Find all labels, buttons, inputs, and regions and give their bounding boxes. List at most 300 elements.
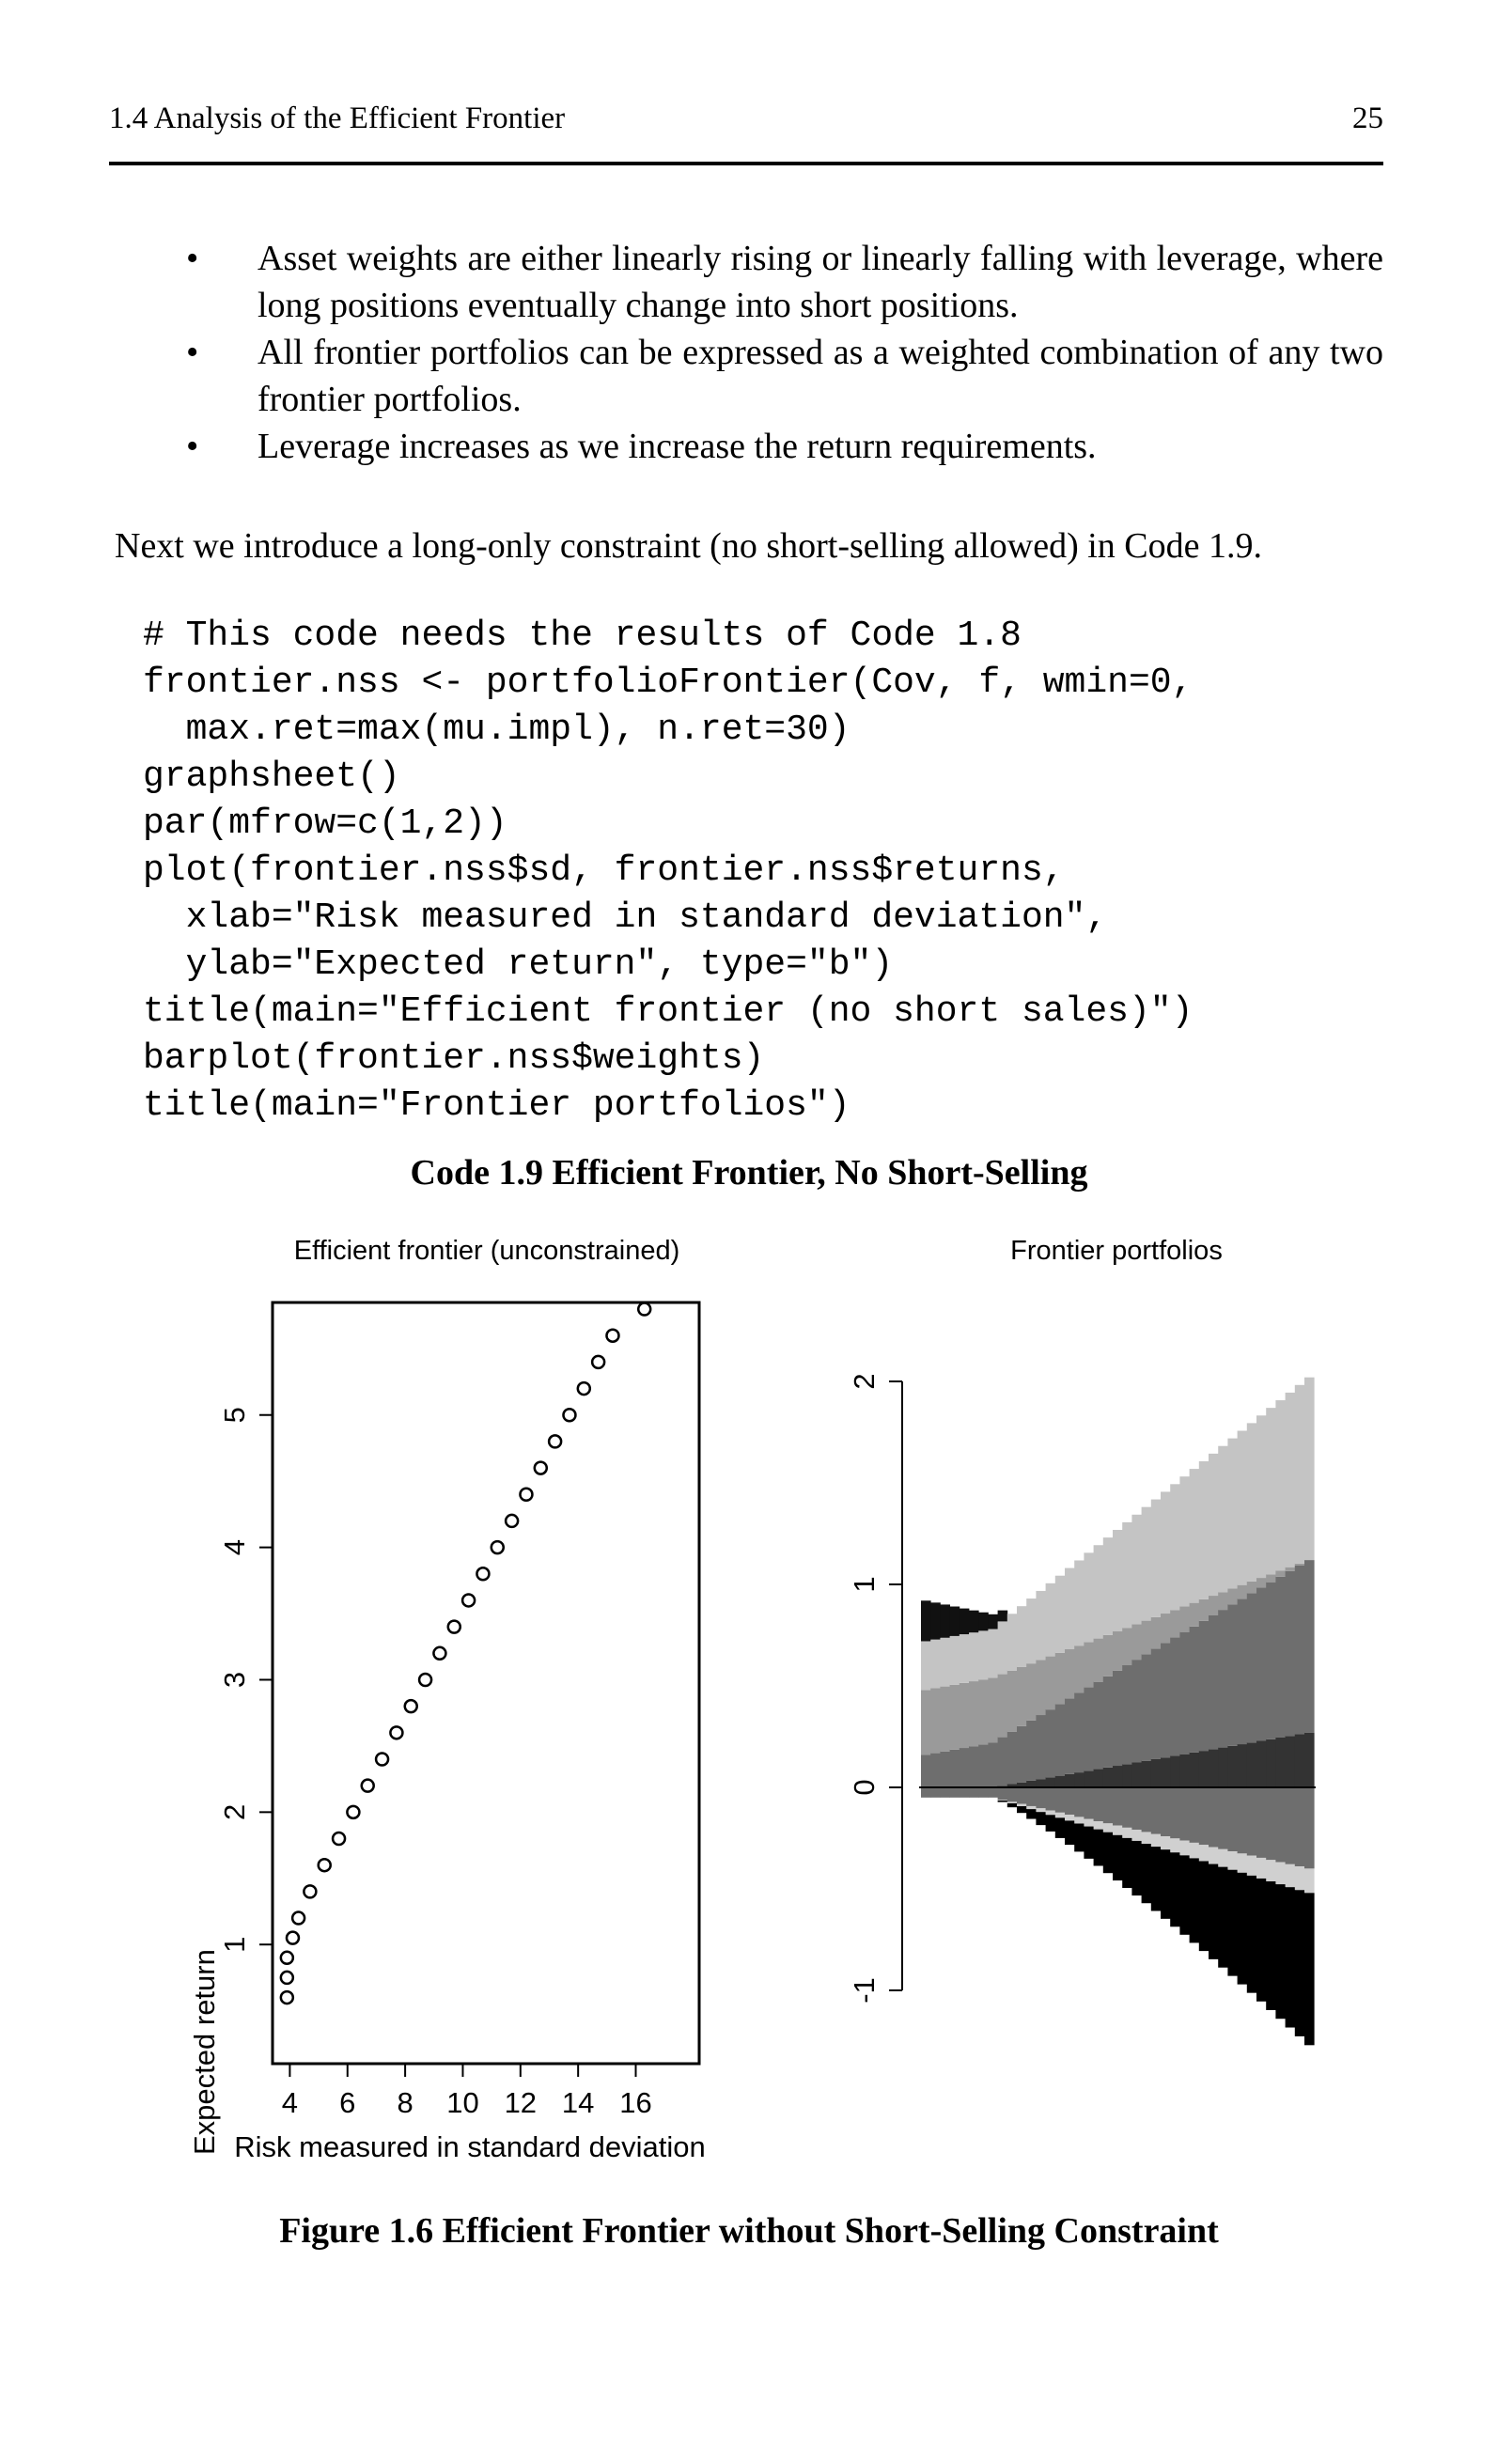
bar-segment xyxy=(1209,1596,1219,1615)
bar-segment xyxy=(1295,1566,1305,1734)
bar-segment xyxy=(960,1787,970,1798)
bar-segment xyxy=(1247,1856,1257,1876)
bar-segment xyxy=(930,1640,941,1689)
data-point xyxy=(448,1621,460,1633)
bar-segment xyxy=(1074,1692,1084,1772)
bar-segment xyxy=(1113,1671,1123,1766)
bar-segment xyxy=(1036,1787,1046,1808)
data-point xyxy=(419,1674,431,1686)
code-line: barplot(frontier.nss$weights) xyxy=(143,1038,765,1079)
bar-segment xyxy=(950,1636,960,1685)
figure-canvas xyxy=(0,1212,1498,2190)
bar-segment xyxy=(998,1801,1008,1802)
bar-segment xyxy=(1151,1847,1162,1910)
bar-segment xyxy=(1142,1787,1152,1832)
bar-segment xyxy=(1151,1648,1162,1759)
x-axis xyxy=(282,2064,652,2119)
bar-segment xyxy=(1122,1628,1132,1665)
bar-segment xyxy=(988,1614,998,1630)
bar-segment xyxy=(1256,1858,1267,1879)
bar-segment xyxy=(1036,1660,1046,1715)
bar-segment xyxy=(1266,1881,1276,2010)
bar-segment xyxy=(1122,1522,1132,1628)
bar-segment xyxy=(1122,1787,1132,1828)
running-header xyxy=(109,101,1383,143)
left-chart-title: Efficient frontier (unconstrained) xyxy=(293,1236,680,1266)
bar-segment xyxy=(1170,1787,1180,1838)
bar-segment xyxy=(1026,1787,1037,1806)
figure-caption: Figure 1.6 Efficient Frontier without Short-Selling Constraint xyxy=(279,2211,1219,2251)
bar-segment xyxy=(1266,1583,1276,1739)
bar-segment xyxy=(969,1632,979,1681)
bar-segment xyxy=(1227,1870,1238,1976)
bar-segment xyxy=(1046,1787,1056,1811)
bar-segment xyxy=(1218,1610,1228,1747)
bar-segment xyxy=(1179,1841,1190,1856)
bar-segment xyxy=(998,1675,1008,1738)
code-line: title(main="Efficient frontier (no short sales)") xyxy=(143,991,1194,1032)
data-point xyxy=(535,1462,547,1474)
bar-segment xyxy=(1227,1787,1238,1851)
code-line: ylab="Expected return", type="b") xyxy=(143,944,894,985)
bar-segment xyxy=(1055,1776,1066,1787)
bar-segment xyxy=(1227,1604,1238,1746)
bar-segment xyxy=(1218,1748,1228,1787)
bar-segment xyxy=(1113,1787,1123,1826)
figure xyxy=(0,1212,1498,2190)
frontier-portfolios-barplot xyxy=(848,1236,1316,2045)
bar-segment xyxy=(1055,1653,1066,1704)
bar-segment xyxy=(1275,1863,1286,1885)
bar-segment xyxy=(921,1690,931,1754)
bar-segment xyxy=(1074,1823,1084,1851)
bar-segment xyxy=(1199,1621,1209,1751)
bullet-list xyxy=(179,235,1383,470)
data-point xyxy=(287,1932,299,1944)
efficient-frontier-plot xyxy=(188,1236,706,2163)
bar-segment xyxy=(1286,1567,1296,1571)
bar-segment xyxy=(1227,1851,1238,1870)
bar-segment xyxy=(1304,1560,1315,1733)
bar-segment xyxy=(1190,1627,1200,1753)
y-tick-label: 3 xyxy=(218,1671,251,1689)
bar-segment xyxy=(1007,1803,1018,1807)
bar-segment xyxy=(1190,1858,1200,1942)
bar-segment xyxy=(1295,1787,1305,1866)
bar-segment xyxy=(921,1641,931,1690)
bar-segment xyxy=(1227,1588,1238,1604)
bar-segment xyxy=(1266,1860,1276,1881)
data-point xyxy=(549,1435,561,1447)
bar-segment xyxy=(1084,1642,1094,1687)
bar-segment xyxy=(1275,1787,1286,1863)
bar-segment xyxy=(1199,1599,1209,1621)
y-tick-label: 5 xyxy=(218,1407,251,1424)
bar-segment xyxy=(1026,1809,1037,1818)
bar-segment xyxy=(1286,1571,1296,1736)
bar-segment xyxy=(1199,1787,1209,1845)
bar-segment xyxy=(1170,1755,1180,1787)
bar-segment xyxy=(1142,1832,1152,1844)
bar-segment xyxy=(1218,1867,1228,1968)
bar-segment xyxy=(1275,1577,1286,1738)
bar-segment xyxy=(1179,1855,1190,1934)
bar-segment xyxy=(1055,1704,1066,1775)
bar-segment xyxy=(1113,1766,1123,1787)
bar-segment xyxy=(1238,1787,1248,1853)
bar-segment xyxy=(921,1754,931,1787)
bar-segment xyxy=(1017,1804,1027,1806)
data-point xyxy=(433,1647,445,1660)
bar-segment xyxy=(1113,1835,1123,1880)
bar-segment xyxy=(969,1746,979,1787)
bar-segment xyxy=(930,1787,941,1798)
bar-segment xyxy=(998,1787,1008,1800)
bar-segment xyxy=(1065,1568,1075,1649)
bar-segment xyxy=(988,1742,998,1787)
code-line: plot(frontier.nss$sd, frontier.nss$returns, xyxy=(143,850,1065,891)
bar-segment xyxy=(950,1685,960,1750)
bar-segment xyxy=(1074,1787,1084,1817)
bar-segment xyxy=(1161,1757,1171,1787)
bar-segment xyxy=(1036,1812,1046,1825)
bar-segment xyxy=(1295,1385,1305,1564)
bar-segment xyxy=(1084,1688,1094,1771)
bar-segment xyxy=(1247,1582,1257,1594)
x-tick-label: 12 xyxy=(504,2086,538,2119)
bar-segment xyxy=(1161,1614,1171,1643)
bullet-item xyxy=(179,329,1383,423)
bar-segment xyxy=(1055,1787,1066,1813)
bar-segment xyxy=(1227,1439,1238,1589)
bar-segment xyxy=(1122,1838,1132,1888)
bar-segment xyxy=(1161,1836,1171,1849)
bar-segment xyxy=(1256,1879,1267,2002)
y-axis-label: Expected return xyxy=(188,1949,221,2155)
bar-segment xyxy=(978,1787,989,1798)
bar-segment xyxy=(1170,1852,1180,1926)
bar-segment xyxy=(950,1607,960,1636)
bar-segment xyxy=(998,1738,1008,1786)
data-point xyxy=(292,1912,304,1925)
bar-segment xyxy=(978,1630,989,1679)
code-line: xlab="Risk measured in standard deviation", xyxy=(143,897,1108,938)
bar-segment xyxy=(1103,1537,1114,1635)
bar-segment xyxy=(950,1750,960,1787)
bar-segment xyxy=(1074,1772,1084,1787)
code-caption: Code 1.9 Efficient Frontier, No Short-Selling xyxy=(410,1153,1088,1193)
bar-segment xyxy=(969,1611,979,1633)
bar-segment xyxy=(969,1787,979,1798)
data-point xyxy=(405,1700,417,1712)
bar-segment xyxy=(1017,1726,1027,1783)
bar-segment xyxy=(1190,1603,1200,1627)
x-tick-label: 4 xyxy=(281,2086,299,2119)
bar-segment xyxy=(988,1787,998,1798)
bar-segment xyxy=(1286,1787,1296,1864)
bar-segment xyxy=(1304,1787,1315,1868)
bar-segment xyxy=(930,1602,941,1639)
bar-segment xyxy=(1094,1545,1104,1638)
bar-segment xyxy=(921,1787,931,1798)
data-point xyxy=(333,1832,345,1845)
bar-segment xyxy=(1161,1849,1171,1919)
bar-segment xyxy=(1151,1500,1162,1617)
bar-segment xyxy=(1238,1744,1248,1787)
bar-segment xyxy=(1055,1817,1066,1838)
bar-segment xyxy=(1094,1682,1104,1770)
bar-segment xyxy=(1103,1787,1114,1823)
bar-segment xyxy=(1161,1787,1171,1836)
bar-segment xyxy=(1209,1847,1219,1864)
bar-segment xyxy=(1113,1530,1123,1631)
bar-segment xyxy=(1007,1801,1018,1803)
bar-segment xyxy=(950,1787,960,1798)
code-line: par(mfrow=c(1,2)) xyxy=(143,803,507,844)
y-axis xyxy=(218,1407,273,1953)
bar-segment xyxy=(930,1754,941,1787)
data-point xyxy=(362,1780,374,1792)
code-line: max.ret=max(mu.impl), n.ret=30) xyxy=(143,710,850,750)
bar-segment xyxy=(1190,1469,1200,1603)
bar-segment xyxy=(1179,1632,1190,1754)
code-line: frontier.nss <- portfolioFrontier(Cov, f, wmin=0, xyxy=(143,663,1194,703)
bar-segment xyxy=(1286,1736,1296,1787)
bar-segment xyxy=(1179,1606,1190,1631)
bar-segment xyxy=(940,1604,950,1637)
bar-segment xyxy=(1209,1864,1219,1959)
bar-segment xyxy=(921,1600,931,1641)
code-line: title(main="Frontier portfolios") xyxy=(143,1085,850,1126)
code-line: # This code needs the results of Code 1.8 xyxy=(143,616,1022,656)
bar-segment xyxy=(1295,1890,1305,2036)
bar-segment xyxy=(940,1638,950,1687)
x-tick-label: 6 xyxy=(339,2086,356,2119)
bullet-item xyxy=(179,423,1383,470)
y-tick-label: 2 xyxy=(218,1803,251,1820)
bullet-icon: • xyxy=(186,239,199,278)
bar-segment xyxy=(1074,1645,1084,1692)
data-point xyxy=(492,1541,504,1553)
bar-segment xyxy=(1046,1815,1056,1832)
bar-segment xyxy=(940,1787,950,1798)
bar-segment xyxy=(1055,1813,1066,1817)
y-tick-label: 1 xyxy=(218,1936,251,1953)
bar-segment xyxy=(1218,1446,1228,1593)
bar-segment xyxy=(1131,1624,1142,1660)
bar-segment xyxy=(1238,1430,1248,1584)
bullet-text: Leverage increases as we increase the return requirements. xyxy=(257,427,1097,466)
bar-segment xyxy=(1151,1787,1162,1834)
bar-segment xyxy=(1304,1893,1315,2045)
bar-segment xyxy=(1142,1844,1152,1903)
bar-segment xyxy=(1026,1663,1037,1721)
bar-segment xyxy=(1304,1733,1315,1787)
data-point xyxy=(304,1885,316,1897)
bar-segment xyxy=(1036,1591,1046,1660)
bullet-text: All frontier portfolios can be expressed as a weighted combination of any two frontier portfolios. xyxy=(257,333,1383,419)
bar-segment xyxy=(1131,1762,1142,1787)
bar-segment xyxy=(1209,1615,1219,1749)
data-point xyxy=(281,1972,293,1984)
bar-segment xyxy=(1151,1617,1162,1649)
bar-segment xyxy=(1151,1759,1162,1787)
bar-segment xyxy=(1218,1787,1228,1849)
data-point xyxy=(592,1356,604,1368)
bar-segment xyxy=(960,1609,970,1634)
bar-segment xyxy=(1131,1787,1142,1830)
bar-segment xyxy=(1122,1764,1132,1787)
bar-segment xyxy=(1103,1768,1114,1787)
bar-segment xyxy=(1266,1787,1276,1860)
data-point xyxy=(376,1754,388,1766)
bar-segment xyxy=(1131,1830,1142,1841)
bar-segment xyxy=(1122,1665,1132,1764)
bar-segment xyxy=(1256,1578,1267,1587)
bar-segment xyxy=(1256,1787,1267,1858)
bar-segment xyxy=(1065,1774,1075,1787)
bar-segment xyxy=(1131,1841,1142,1895)
bar-segment xyxy=(1199,1461,1209,1599)
code-listing xyxy=(143,613,1393,1130)
bar-segment xyxy=(998,1800,1008,1801)
bar-segment xyxy=(1161,1491,1171,1614)
bar-segment xyxy=(1247,1593,1257,1742)
bar-segment xyxy=(1209,1787,1219,1847)
bar-segment xyxy=(1161,1643,1171,1757)
bar-segment xyxy=(988,1630,998,1678)
x-tick-label: 14 xyxy=(561,2086,595,2119)
bullet-icon: • xyxy=(186,427,199,466)
data-point xyxy=(506,1515,518,1527)
bar-segment xyxy=(1256,1588,1267,1741)
bar-segment xyxy=(1275,1400,1286,1570)
bar-segment xyxy=(1238,1873,1248,1985)
bar-segment xyxy=(1017,1606,1027,1667)
bar-segment xyxy=(1256,1415,1267,1578)
bar-segment xyxy=(1131,1515,1142,1625)
bar-segment xyxy=(960,1748,970,1787)
bar-segment xyxy=(1103,1635,1114,1676)
bar-segment xyxy=(1227,1746,1238,1787)
bar-segment xyxy=(1094,1830,1104,1866)
bar-segment xyxy=(1179,1754,1190,1787)
bar-segment xyxy=(1286,1887,1296,2027)
bar-segment xyxy=(1103,1676,1114,1768)
header-rule xyxy=(109,162,1383,165)
page-number: 25 xyxy=(1352,101,1383,135)
data-point xyxy=(347,1806,359,1818)
scatter-points xyxy=(281,1303,650,2004)
bar-segment xyxy=(1113,1631,1123,1671)
bar-segment xyxy=(1142,1507,1152,1621)
bar-segment xyxy=(1074,1817,1084,1823)
bar-segment xyxy=(1266,1574,1276,1582)
bar-segment xyxy=(978,1679,989,1744)
bar-segment xyxy=(1094,1821,1104,1830)
bar-segment xyxy=(1065,1820,1075,1845)
bar-segment xyxy=(1046,1657,1056,1710)
bar-segment xyxy=(1209,1454,1219,1596)
bar-segment xyxy=(1247,1742,1257,1787)
bar-segment xyxy=(1238,1585,1248,1599)
bar-segment xyxy=(1036,1808,1046,1812)
bar-segment xyxy=(1218,1849,1228,1867)
bar-segment xyxy=(1247,1787,1257,1856)
bar-segment xyxy=(1238,1853,1248,1872)
bar-segment xyxy=(1247,1423,1257,1581)
y-axis xyxy=(848,1373,902,2003)
bar-segment xyxy=(1084,1819,1094,1827)
bar-segment xyxy=(1199,1845,1209,1861)
right-chart-title: Frontier portfolios xyxy=(1010,1236,1223,1266)
bar-segment xyxy=(1142,1654,1152,1760)
bar-segment xyxy=(1179,1476,1190,1606)
y-tick-label: 2 xyxy=(848,1373,881,1390)
bar-segment xyxy=(960,1683,970,1748)
bar-segment xyxy=(1199,1751,1209,1787)
bar-segment xyxy=(969,1681,979,1746)
bar-segment xyxy=(1218,1592,1228,1610)
code-line: graphsheet() xyxy=(143,756,400,797)
bar-segment xyxy=(1275,1884,1286,2019)
bar-segment xyxy=(1074,1560,1084,1645)
bar-segment xyxy=(1103,1832,1114,1873)
data-point xyxy=(281,1991,293,2004)
bar-segment xyxy=(1190,1753,1200,1787)
bar-segment xyxy=(1094,1787,1104,1821)
bar-segment xyxy=(1017,1667,1027,1726)
data-point xyxy=(638,1303,650,1316)
x-tick-label: 10 xyxy=(446,2086,479,2119)
bar-segment xyxy=(1007,1614,1018,1670)
bar-segment xyxy=(940,1687,950,1752)
bar-segment xyxy=(1247,1876,1257,1993)
bar-segment xyxy=(1094,1639,1104,1682)
bar-segment xyxy=(1026,1806,1037,1809)
bar-segment xyxy=(1007,1671,1018,1732)
bar-segment xyxy=(1046,1583,1056,1657)
bar-segment xyxy=(1170,1484,1180,1610)
bar-segment xyxy=(1103,1823,1114,1832)
bar-segment xyxy=(1046,1709,1056,1777)
bar-segment xyxy=(1304,1378,1315,1560)
y-tick-label: 4 xyxy=(218,1538,251,1556)
bar-segment xyxy=(1046,1811,1056,1816)
bar-segment xyxy=(1094,1770,1104,1787)
x-tick-label: 16 xyxy=(619,2086,652,2119)
x-tick-label: 8 xyxy=(397,2086,414,2119)
bar-segment xyxy=(1065,1698,1075,1774)
bar-segment xyxy=(978,1613,989,1631)
bar-segment xyxy=(1151,1834,1162,1847)
bar-segment xyxy=(1256,1741,1267,1787)
bar-segment xyxy=(1046,1777,1056,1787)
bar-segment xyxy=(988,1677,998,1742)
bar-segment xyxy=(960,1634,970,1683)
bar-segment xyxy=(1142,1761,1152,1787)
y-tick-label: 0 xyxy=(848,1779,881,1796)
bar-segment xyxy=(1084,1770,1094,1787)
bar-segment xyxy=(1190,1787,1200,1843)
bar-segment xyxy=(1304,1868,1315,1893)
y-tick-label: -1 xyxy=(848,1977,881,2004)
bar-segment xyxy=(1170,1838,1180,1852)
bullet-icon: • xyxy=(186,333,199,372)
bar-segment xyxy=(1026,1721,1037,1781)
bar-segment xyxy=(1170,1610,1180,1637)
bar-segment xyxy=(940,1752,950,1787)
